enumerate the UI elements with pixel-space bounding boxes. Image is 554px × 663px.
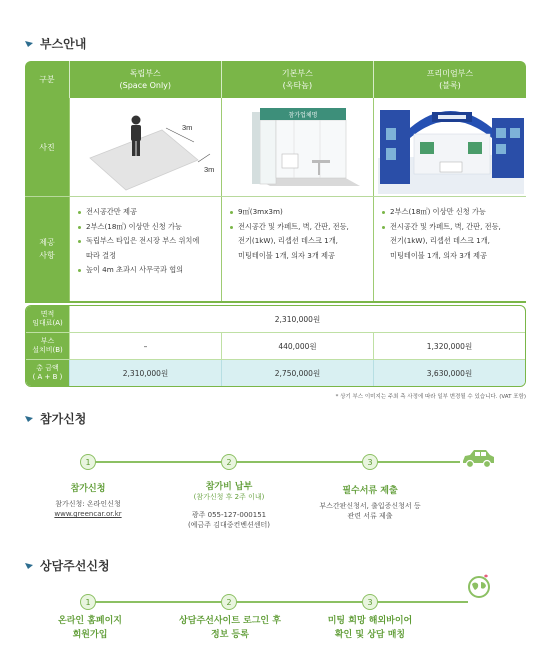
consultation-timeline bbox=[88, 601, 468, 603]
label-total: 총 금액 ( A + B ) bbox=[26, 360, 69, 386]
value-total-independent: 2,310,000원 bbox=[69, 360, 221, 386]
step-detail: 참가신청: 온라인신청 www.greencar.or.kr bbox=[28, 499, 148, 519]
svg-text:3m: 3m bbox=[182, 123, 193, 132]
col-header-label: 구분 bbox=[25, 61, 69, 98]
list-item: 2부스(18㎡) 이상만 신청 가능 bbox=[78, 220, 215, 235]
value-total-basic: 2,750,000원 bbox=[221, 360, 373, 386]
col-header-premium: 프리미엄부스 (블록) bbox=[373, 61, 526, 98]
consultation-title: 상담주선신청 bbox=[24, 557, 110, 574]
section-marker-icon bbox=[24, 561, 34, 571]
svg-text:3m: 3m bbox=[204, 165, 215, 174]
registration-timeline bbox=[88, 461, 460, 463]
col-header-basic: 기본부스 (옥타놈) bbox=[221, 61, 373, 98]
list-item: 전시공간 및 카페트, 벽, 간판, 전등, bbox=[382, 220, 520, 235]
value-total-premium: 3,630,000원 bbox=[373, 360, 525, 386]
step-number: 2 bbox=[221, 454, 237, 470]
value-install-premium: 1,320,000원 bbox=[373, 333, 525, 359]
list-item: 전시공간만 제공 bbox=[78, 205, 215, 220]
list-item: 독립부스 타입은 전시장 부스 위치에 bbox=[78, 234, 215, 249]
price-row-install bbox=[26, 332, 525, 359]
desc-premium bbox=[373, 197, 526, 301]
step-number: 3 bbox=[362, 594, 378, 610]
list-item-cont: 미팅테이블 1개, 의자 3개 제공 bbox=[390, 250, 487, 260]
list-item-cont: 미팅테이블 1개, 의자 3개 제공 bbox=[238, 250, 335, 260]
step-number: 1 bbox=[80, 454, 96, 470]
globe-icon bbox=[466, 573, 492, 603]
step-title: 참가신청 bbox=[70, 484, 106, 494]
value-install-basic: 440,000원 bbox=[221, 333, 373, 359]
price-table bbox=[25, 305, 526, 387]
table-header bbox=[25, 61, 526, 98]
step-subtitle: (참가신청 후 2주 이내) bbox=[193, 493, 265, 501]
step-number: 1 bbox=[80, 594, 96, 610]
label-area-rent: 면적 임대료(A) bbox=[26, 306, 69, 332]
list-item: 높이 4m 초과시 사무국과 협의 bbox=[78, 263, 215, 278]
list-item-cont: 따라 결정 bbox=[86, 250, 117, 260]
list-item: 9㎡(3mx3m) bbox=[230, 205, 367, 220]
photo-basic-booth bbox=[221, 98, 373, 196]
price-row-total bbox=[26, 359, 525, 386]
photo-row bbox=[25, 98, 526, 197]
step-number: 3 bbox=[362, 454, 378, 470]
svg-text:참가업체명: 참가업체명 bbox=[288, 112, 318, 119]
section-marker-icon bbox=[24, 414, 34, 424]
list-item: 전시공간 및 카페트, 벽, 간판, 전등, bbox=[230, 220, 367, 235]
booth-table bbox=[25, 61, 526, 303]
col-header-independent: 독립부스 (Space Only) bbox=[69, 61, 221, 98]
photo-premium-booth bbox=[373, 98, 526, 196]
row-label-photo: 사진 bbox=[25, 98, 69, 196]
photo-independent-booth bbox=[69, 98, 221, 196]
booth-info-title: 부스안내 bbox=[24, 35, 86, 52]
step-title: 온라인 홈페이지 회원가입 bbox=[58, 616, 122, 640]
value-install-independent: – bbox=[69, 333, 221, 359]
label-install-fee: 부스 설치비(B) bbox=[26, 333, 69, 359]
list-item-cont: 전기(1kW), 리셉션 데스크 1개, bbox=[390, 236, 490, 245]
desc-basic bbox=[221, 197, 373, 301]
step-title: 필수서류 제출 bbox=[342, 486, 398, 496]
registration-title: 참가신청 bbox=[24, 410, 86, 427]
section-marker-icon bbox=[24, 39, 34, 49]
step-title: 미팅 희망 해외바이어 확인 및 상담 매칭 bbox=[327, 616, 413, 640]
price-row-area bbox=[26, 306, 525, 332]
step-detail: 광주 055-127-000151 (예금주 김대중컨벤션센터) bbox=[187, 511, 271, 529]
step-detail: 부스간판신청서, 출입증신청서 등 관련 서류 제출 bbox=[319, 502, 421, 520]
provision-row bbox=[25, 197, 526, 303]
website-link[interactable]: www.greencar.or.kr bbox=[54, 510, 122, 518]
desc-independent bbox=[69, 197, 221, 301]
step-title: 참가비 납부 bbox=[205, 482, 253, 492]
value-area-rent: 2,310,000원 bbox=[69, 306, 525, 332]
car-icon bbox=[460, 447, 496, 473]
list-item: 2부스(18㎡) 이상만 신청 가능 bbox=[382, 205, 520, 220]
row-label-provision: 제공 사항 bbox=[25, 197, 69, 301]
footnote: * 상기 부스 이미지는 주최 측 사정에 따라 일부 변경될 수 있습니다. (VAT 포함) bbox=[335, 394, 526, 400]
step-title: 상담주선사이트 로그인 후 정보 등록 bbox=[179, 616, 281, 640]
list-item-cont: 전기(1kW), 리셉션 데스크 1개, bbox=[238, 236, 338, 245]
step-number: 2 bbox=[221, 594, 237, 610]
